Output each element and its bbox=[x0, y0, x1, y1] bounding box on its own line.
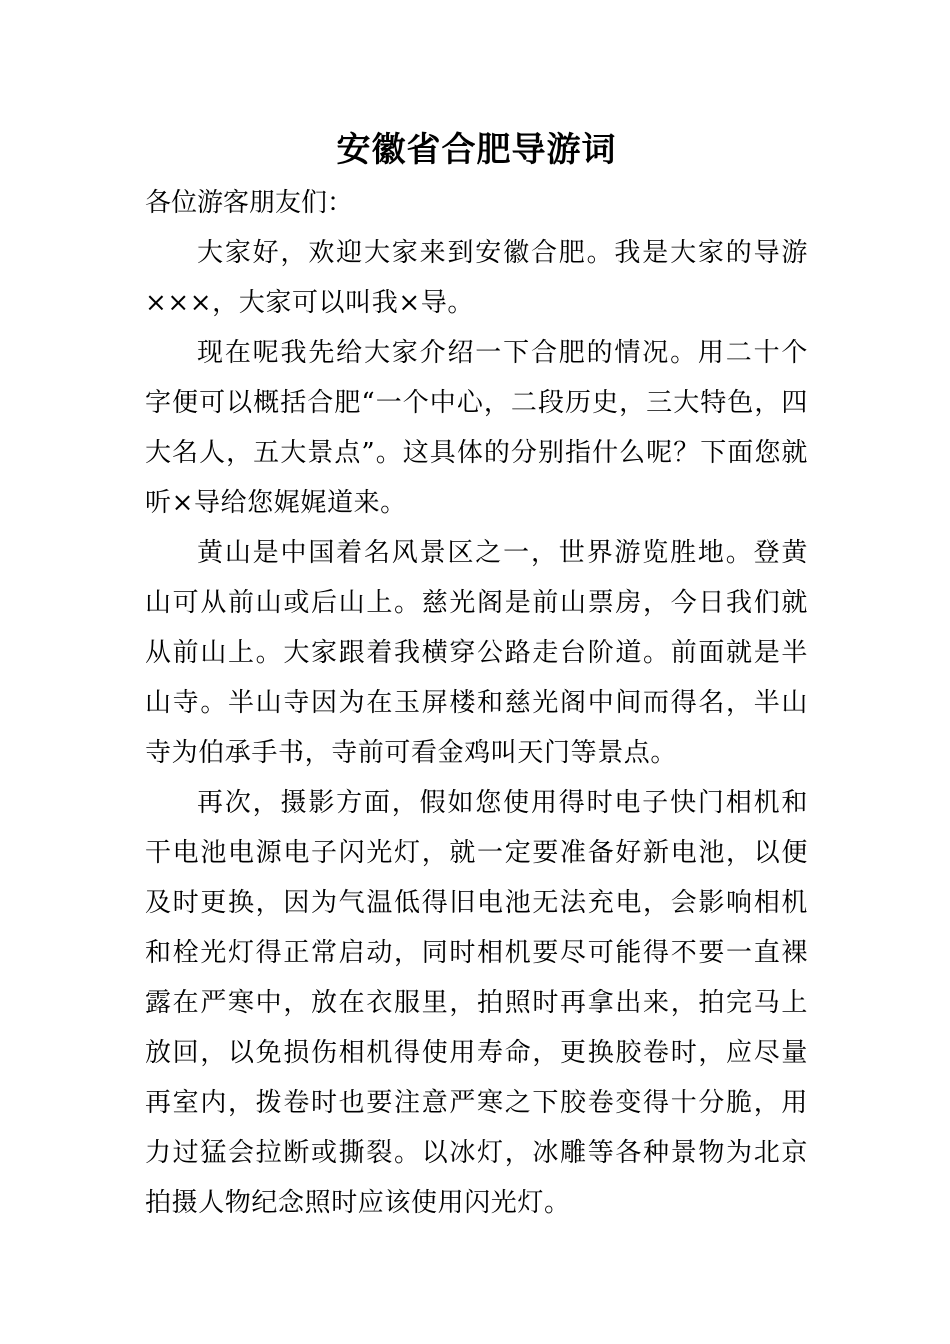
paragraph-huangshan: 黄山是中国着名风景区之一，世界游览胜地。登黄山可从前山或后山上。慈光阁是前山票房，今日我们就从前山上。大家跟着我横穿公路走台阶道。前面就是半山寺。半山寺因为在玉屏楼和慈光阁中间而得名，半山寺为伯承手书，寺前可看金鸡叫天门等景点。 bbox=[145, 538, 808, 768]
document-title: 安徽省合肥导游词 bbox=[336, 130, 617, 170]
salutation: 各位游客朋友们： bbox=[145, 188, 354, 218]
paragraph-welcome: 大家好，欢迎大家来到安徽合肥。我是大家的导游×××，大家可以叫我×导。 bbox=[145, 238, 808, 318]
paragraph-overview: 现在呢我先给大家介绍一下合肥的情况。用二十个字便可以概括合肥“一个中心，二段历史，三大特色，四大名人，五大景点”。这具体的分别指什么呢？下面您就听×导给您娓娓道来。 bbox=[145, 338, 808, 518]
paragraph-photography: 再次，摄影方面，假如您使用得时电子快门相机和干电池电源电子闪光灯，就一定要准备好新电池，以便及时更换，因为气温低得旧电池无法充电，会影响相机和栓光灯得正常启动，同时相机要尽可能得不要一直裸露在严寒中，放在衣服里，拍照时再拿出来，拍完马上放回，以免损伤相机得使用寿命，更换胶卷时，应尽量再室内，拨卷时也要注意严寒之下胶卷变得十分脆，用力过猛会拉断或撕裂。以冰灯，冰雕等各种景物为北京拍摄人物纪念照时应该使用闪光灯。 bbox=[145, 788, 808, 1218]
